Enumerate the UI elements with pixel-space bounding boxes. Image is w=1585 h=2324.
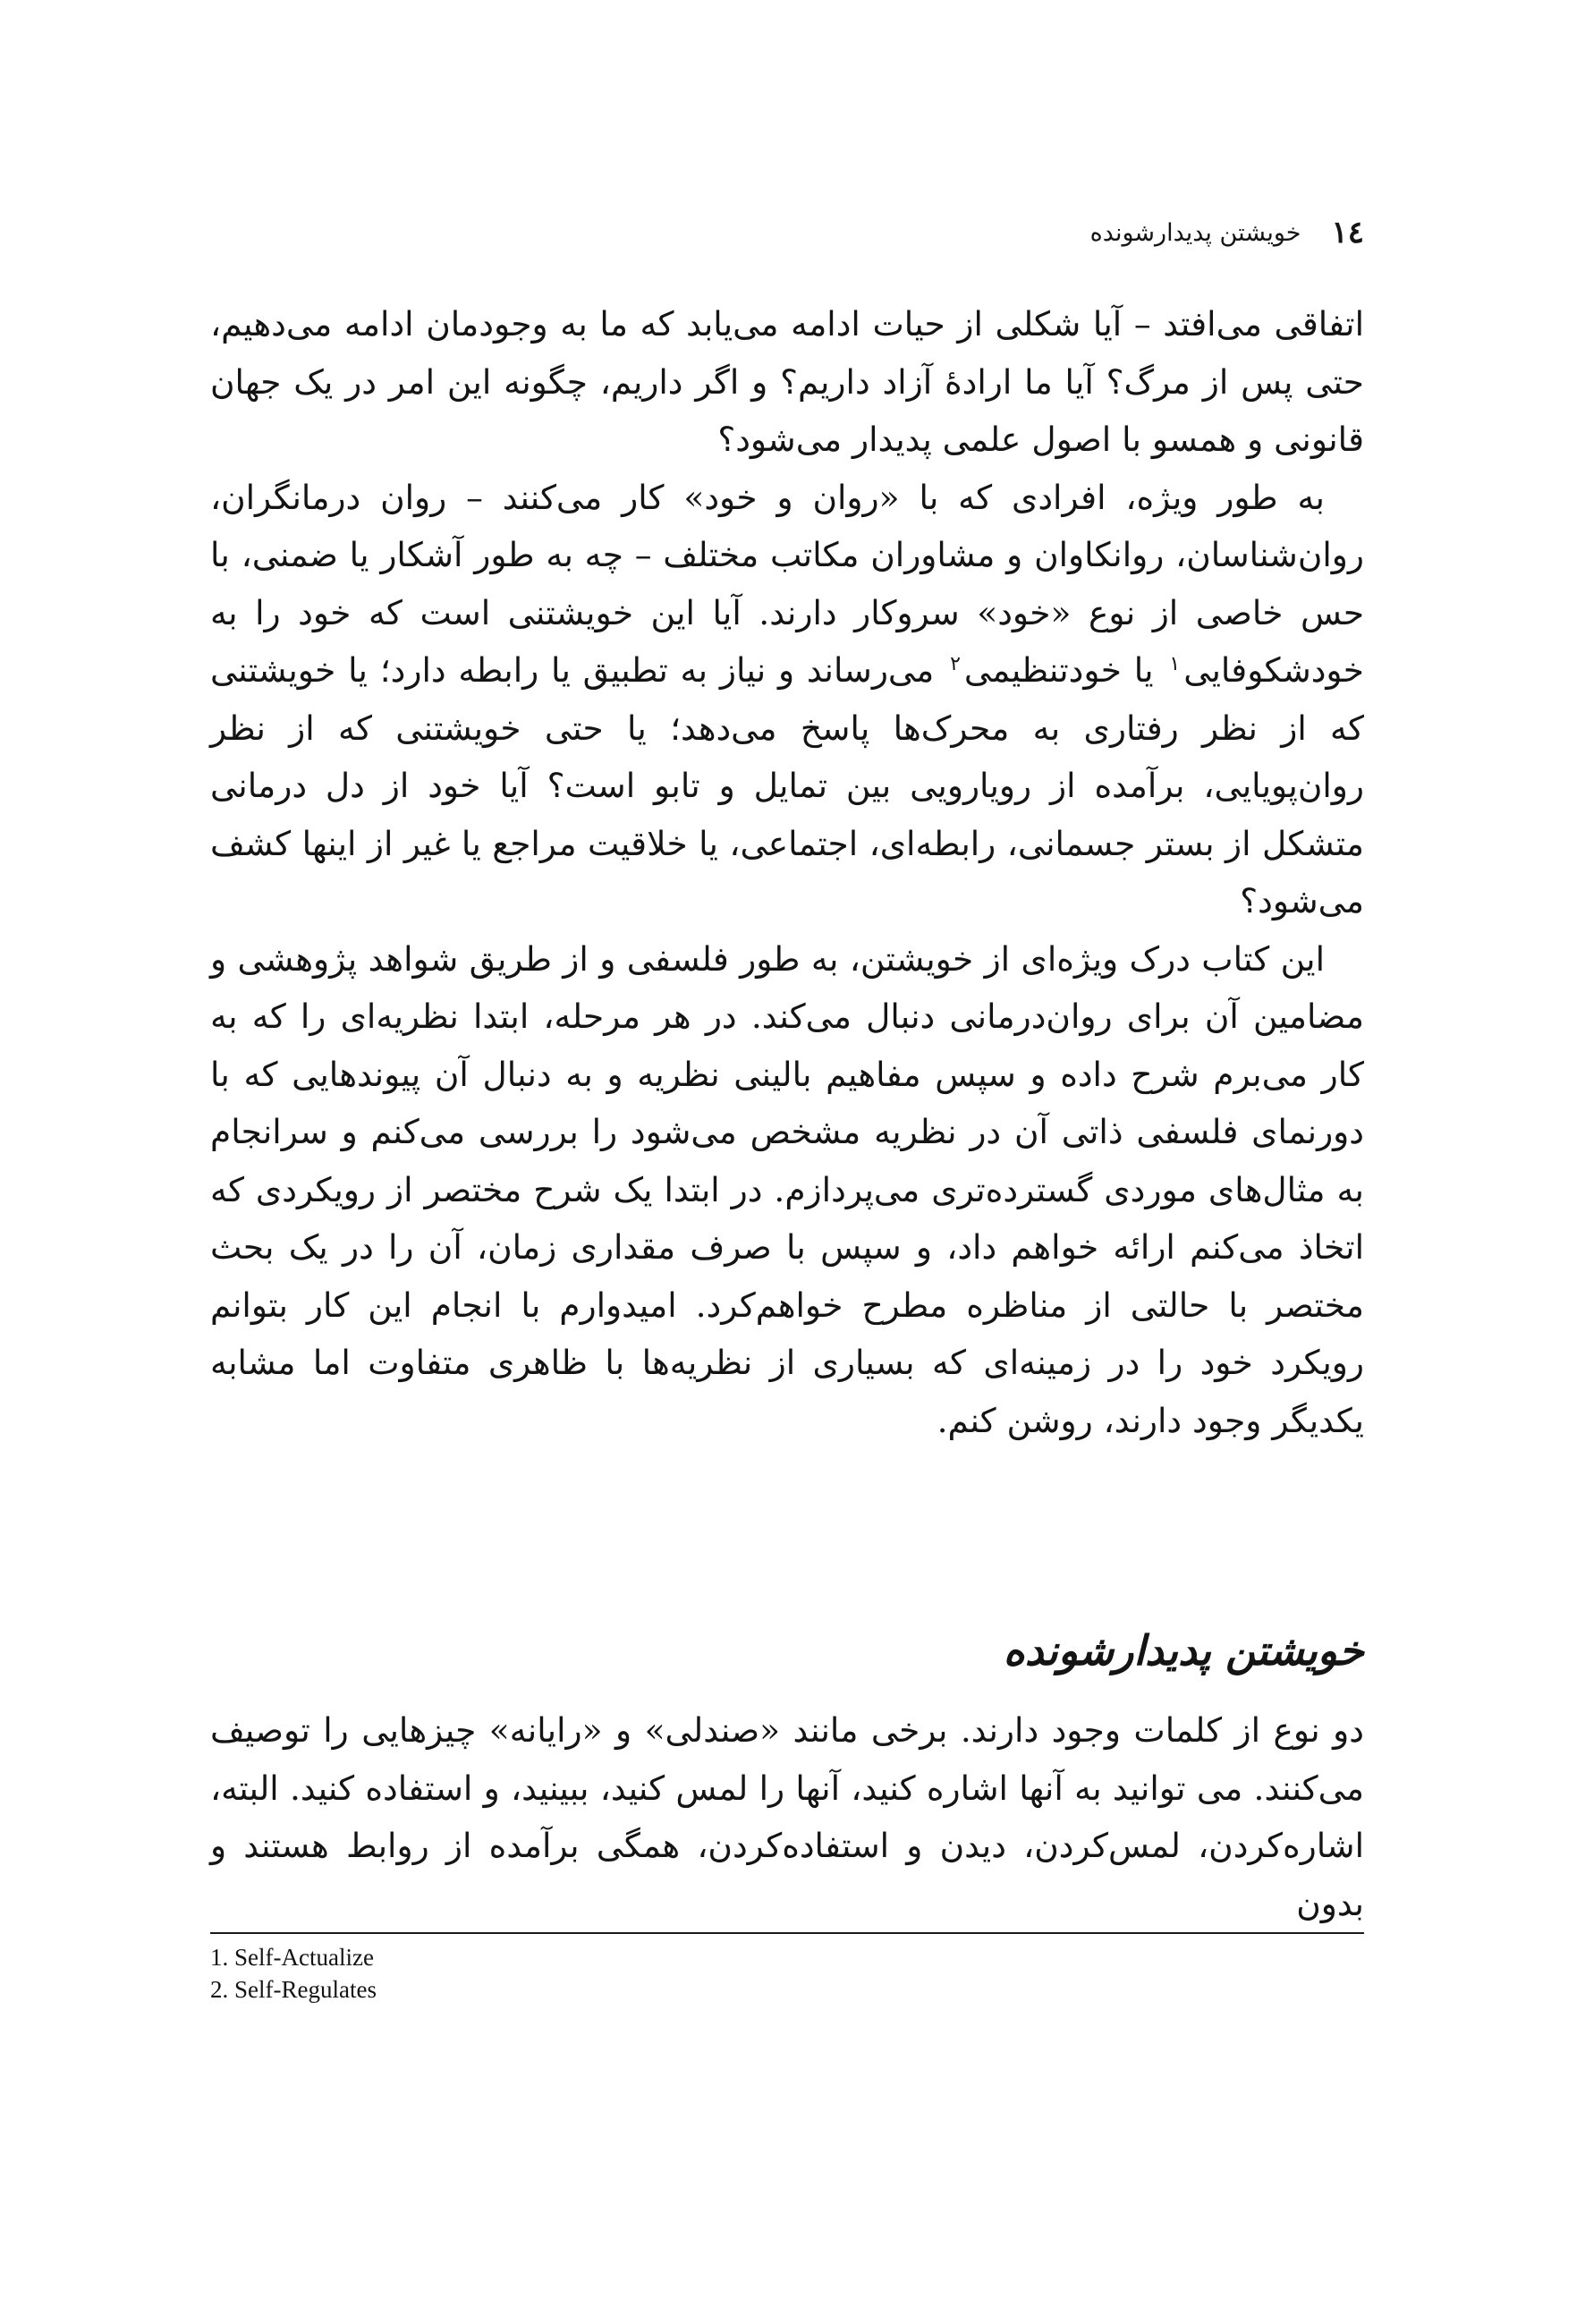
footnote-divider (210, 1932, 1364, 1934)
footnote-marker-2: ٢ (950, 652, 961, 675)
section-text (210, 1701, 1364, 1932)
paragraph-text-part: می‌رساند و نیاز به تطبیق یا رابطه دارد؛ یا خویشتنی که از نظر رفتاری به محرک‌ها پاسخ می‌دهد؛ یا حتی خویشتنی که از نظر روان‌پویایی، برآمده از رویارویی بین تمایل و تابو است؟ آیا خود از دل درمانی متشکل از بستر جسمانی، رابطه‌ای، اجتماعی، یا خلاقیت مراجع یا غیر از اینها کشف می‌شود؟ (210, 650, 1364, 920)
paragraph-text-part: به طور ویژه، افرادی که با «روان و خود» کار می‌کنند – روان درمانگران، روان‌شناسان، روانکاوان و مشاوران مکاتب مختلف – چه به طور آشکار یا ضمنی، با حس خاصی از نوع «خود» سروکار دارند. آیا این خویشتنی است که خود را به خودشکوفایی (210, 477, 1364, 690)
footnotes (210, 1941, 747, 2006)
footnote-1: 1. Self-Actualize (210, 1944, 374, 1971)
paragraph-self-types (210, 469, 1364, 930)
paragraph-text-part: یا خودتنظیمی (963, 650, 1166, 690)
running-title: خویشتن پدیدارشونده (1089, 218, 1301, 247)
main-text (210, 295, 1364, 1449)
section-heading: خویشتن پدیدارشونده (1003, 1626, 1364, 1675)
running-header (210, 206, 1364, 259)
page-number: ١٤ (1331, 215, 1364, 250)
footnote-2: 2. Self-Regulates (210, 1976, 377, 2003)
paragraph-book-approach: این کتاب درک ویژه‌ای از خویشتن، به طور فلسفی و از طریق شواهد پژوهشی و مضامین آن برای روان‌درمانی دنبال می‌کند. در هر مرحله، ابتدا نظریه‌ای را که به کار می‌برم شرح داده و سپس مفاهیم بالینی نظریه و به دنبال آن پیوندهایی که با دورنمای فلسفی ذاتی آن در نظریه مشخص می‌شود را بررسی می‌کنم و سرانجام به مثال‌های موردی گسترده‌تری می‌پردازم. در ابتدا یک شرح مختصر از رویکردی که اتخاذ می‌کنم ارائه خواهم داد، و سپس با صرف مقداری زمان، آن را در یک بحث مختصر با حالتی از مناظره مطرح خواهم‌کرد. امیدوارم با انجام این کار بتوانم رویکرد خود را در زمینه‌ای که بسیاری از نظریه‌ها با ظاهری متفاوت اما مشابه یکدیگر وجود دارند، روشن کنم. (210, 938, 1364, 1440)
footnote-marker-1: ١ (1169, 652, 1181, 675)
paragraph-continued: اتفاقی می‌افتد – آیا شکلی از حیات ادامه می‌یابد که ما به وجودمان ادامه می‌دهیم، حتی پس از مرگ؟ آیا ما ارادهٔ آزاد داریم؟ و اگر داریم، چگونه این امر در یک جهان قانونی و همسو با اصول علمی پدیدار می‌شود؟ (210, 304, 1364, 459)
paragraph-section-start: دو نوع از کلمات وجود دارند. برخی مانند «صندلی» و «رایانه» چیزهایی را توصیف می‌کنند. می توانید به آنها اشاره کنید، آنها را لمس کنید، ببینید، و استفاده کنید. البته، اشاره‌کردن، لمس‌کردن، دیدن و استفاده‌کردن، همگی برآمده از روابط هستند و بدون (210, 1710, 1364, 1923)
